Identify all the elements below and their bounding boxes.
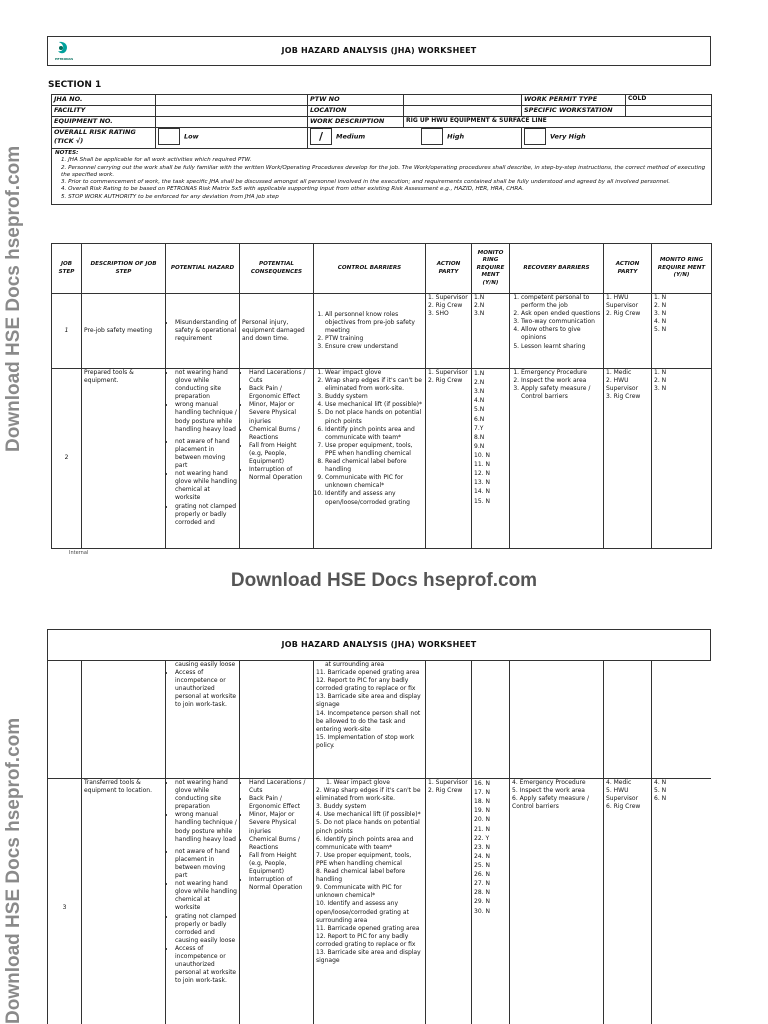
action-party-item: 3. SHO xyxy=(428,310,449,318)
note-item: 3. Prior to commencement of work, the task specific JHA shall be discussed amongst all personnel involved in the execution; and requirements contained shall be fully understood and agreed by all involved personnel. xyxy=(61,179,671,186)
control-item: 3. Buddy system xyxy=(325,393,423,401)
consequence-item: • Minor, Major or Severe Physical injuries xyxy=(249,401,311,425)
specific-workstation-label: SPECIFIC WORKSTATION xyxy=(522,106,626,117)
control-item: 1. All personnel know roles objectives from pre-job safety meeting xyxy=(325,311,423,335)
recovery-item: 2. Ask open ended questions xyxy=(521,310,601,318)
recovery-party-item: Supervisor xyxy=(606,385,639,393)
note-item: 4. Overall Risk Rating to be based on PETRONAS Risk Matrix 5x5 with applicable supporting input from other existing Risk Assessment e.g., HAZID, HER, HRA, CHRA. xyxy=(61,186,524,193)
recovery-monitoring-item: 6. N xyxy=(654,795,667,803)
hazard-item: • not wearing hand glove while conducting site preparation xyxy=(175,369,237,401)
control-item: 12. Report to PIC for any badly corroded grating to replace or fix xyxy=(316,677,416,693)
recovery-party-item: 2. Rig Crew xyxy=(606,310,641,318)
low-checkbox[interactable] xyxy=(158,128,180,145)
control-item: 8. Read chemical label before handling xyxy=(325,458,423,474)
high-label: High xyxy=(447,132,465,141)
monitoring-item: 1.N xyxy=(474,294,485,301)
watermark-side-1: Download HSE Docs hseprof.com xyxy=(3,145,24,452)
recovery-item: 1. competent personal to perform the job xyxy=(521,294,601,310)
consequence-item: • Back Pain / Ergonomic Effect xyxy=(249,795,311,811)
col-recovery-monitoring: MONITO RING REQUIRE MENT (Y/N) xyxy=(652,244,712,294)
consequence-item: • Fall from Height (e.g, People, Equipment) xyxy=(249,852,311,876)
consequence-item: • Hand Lacerations / Cuts xyxy=(249,779,311,795)
control-item: 3. Ensure crew understand xyxy=(325,343,423,351)
work-permit-type-label: WORK PERMIT TYPE xyxy=(522,95,626,106)
recovery-item: 5. Lesson learnt sharing xyxy=(521,343,601,351)
monitoring-item: 30. N xyxy=(474,907,490,915)
monitoring-item: 14. N xyxy=(474,488,490,496)
table-row xyxy=(48,661,712,779)
recovery-item: 5. Inspect the work area xyxy=(512,787,585,795)
control-item: 14. Incompetence person shall not be allowed to do the task and entering work-site xyxy=(316,709,421,733)
recovery-monitoring-item: 4. N xyxy=(654,318,667,326)
hazard-continued: causing easily loose xyxy=(175,661,236,668)
monitoring-item: 2.N xyxy=(474,302,485,310)
note-item: 1. JHA Shall be applicable for all work activities which required PTW. xyxy=(61,157,252,164)
hazard-item: • Access of incompetence or unauthorized personal at worksite to join work-task. xyxy=(175,945,237,985)
step-description: Transferred tools & equipment to location. xyxy=(82,779,166,1024)
monitoring-item: 1.N xyxy=(474,370,485,377)
monitoring-item: 28. N xyxy=(474,889,490,897)
jha-table-continued xyxy=(47,660,711,1024)
step-description: Pre-job safety meeting xyxy=(82,294,166,369)
monitoring-item: 10. N xyxy=(474,451,490,459)
action-party-item: 1. Supervisor xyxy=(428,294,468,301)
monitoring-item: 7.Y xyxy=(474,424,484,432)
col-recovery-barriers: RECOVERY BARRIERS xyxy=(510,244,604,294)
work-permit-type-value[interactable]: COLD xyxy=(626,95,712,106)
jha-table xyxy=(51,243,712,549)
facility-label: FACILITY xyxy=(52,106,156,117)
recovery-party-item: 6. Rig Crew xyxy=(606,803,641,811)
col-hazard: POTENTIAL HAZARD xyxy=(166,244,240,294)
monitoring-item: 24. N xyxy=(474,852,490,860)
info-table xyxy=(51,94,712,205)
control-item: 8. Read chemical label before handling xyxy=(316,868,406,884)
ptw-no-value[interactable] xyxy=(404,95,522,106)
monitoring-item: 29. N xyxy=(474,898,490,906)
recovery-monitoring-item: 2. N xyxy=(654,302,667,310)
monitoring-item: 16. N xyxy=(474,780,490,787)
control-item: 1. Wear impact glove xyxy=(325,369,423,377)
control-item: 3. Buddy system xyxy=(316,803,367,811)
consequence-item: • Chemical Burns / Reactions xyxy=(249,836,311,852)
hazard-item: • wrong manual handling technique / body posture while handling heavy load xyxy=(175,811,237,843)
recovery-item: 1. Emergency Procedure xyxy=(521,369,601,377)
consequence-item: • Chemical Burns / Reactions xyxy=(249,426,311,442)
recovery-party-item: 4. Medic xyxy=(606,779,632,786)
control-item: 4. Use mechanical lift (if possible)* xyxy=(316,811,421,819)
monitoring-item: 9.N xyxy=(474,442,485,450)
control-item: 5. Do not place hands on potential pinch points xyxy=(316,819,420,835)
recovery-party-item: 3. Rig Crew xyxy=(606,393,641,401)
document-header-2 xyxy=(47,629,711,661)
low-label: Low xyxy=(184,132,199,141)
monitoring-item: 8.N xyxy=(474,433,485,441)
medium-label: Medium xyxy=(336,132,366,141)
very-high-checkbox[interactable] xyxy=(524,128,546,145)
recovery-party-item: 2. HWU xyxy=(606,377,629,385)
hazard-item: • not wearing hand glove while handling chemical at worksite xyxy=(175,880,237,912)
recovery-monitoring-item: 5. N xyxy=(654,787,667,795)
recovery-item: 4. Allow others to give opinions xyxy=(521,326,601,342)
recovery-monitoring-item: 2. N xyxy=(654,377,667,385)
control-item: 5. Do not place hands on potential pinch points xyxy=(325,409,423,425)
step-number: 3 xyxy=(48,779,82,1024)
table-row xyxy=(52,369,712,549)
control-item: 2. Wrap sharp edges if it's can't be eliminated from work-site. xyxy=(325,377,423,393)
step-description: Prepared tools & equipment. xyxy=(82,369,166,549)
monitoring-item: 27. N xyxy=(474,880,490,888)
logo-text: PETRONAS xyxy=(55,57,74,61)
document-title-2: JOB HAZARD ANALYSIS (JHA) WORKSHEET xyxy=(281,640,477,649)
internal-label: Internal xyxy=(69,550,89,556)
specific-workstation-value[interactable] xyxy=(626,106,712,117)
control-item: 7. Use proper equipment, tools, PPE when handling chemical xyxy=(316,851,412,867)
monitoring-item: 26. N xyxy=(474,871,490,879)
monitoring-item: 23. N xyxy=(474,843,490,851)
recovery-item: 4. Emergency Procedure xyxy=(512,779,586,786)
hazard-item: • Access of incompetence or unauthorized personal at worksite to join work-task. xyxy=(175,669,237,709)
control-item: 6. Identify pinch points area and communicate with team* xyxy=(316,835,414,851)
recovery-monitoring-item: 5. N xyxy=(654,326,667,334)
consequence-item: • Interruption of Normal Operation xyxy=(249,876,311,892)
col-job-step: JOB STEP xyxy=(52,244,82,294)
hazard-item: • not wearing hand glove while conducting site preparation xyxy=(175,779,237,811)
medium-tick: / xyxy=(318,130,324,143)
control-item: 9. Communicate with PIC for unknown chemical* xyxy=(325,474,423,490)
consequence-item: • Fall from Height (e.g, People, Equipment) xyxy=(249,442,311,466)
recovery-monitoring-item: 1. N xyxy=(654,369,667,376)
equipment-no-label: EQUIPMENT NO. xyxy=(52,117,156,128)
step-number: 2 xyxy=(52,369,82,549)
monitoring-item: 3.N xyxy=(474,310,485,318)
control-item: 11. Barricade opened grating area xyxy=(316,669,420,677)
work-description-value[interactable]: RIG UP HWU EQUIPMENT & SURFACE LINE xyxy=(404,117,712,128)
control-item: 6. Identify pinch points area and communicate with team* xyxy=(325,426,423,442)
document-header xyxy=(47,36,711,66)
recovery-monitoring-item: 3. N xyxy=(654,385,667,393)
recovery-party-item: 5. HWU xyxy=(606,787,629,795)
col-action-party: ACTION PARTY xyxy=(426,244,472,294)
watermark-side-2: Download HSE Docs hseprof.com xyxy=(3,717,24,1024)
control-item: 11. Barricade opened grating area xyxy=(316,924,420,932)
col-consequences: POTENTIAL CONSEQUENCES xyxy=(240,244,314,294)
action-party-item: 2. Rig Crew xyxy=(428,377,463,385)
monitoring-item: 6.N xyxy=(474,415,485,423)
monitoring-item: 3.N xyxy=(474,388,485,396)
risk-rating-label: OVERALL RISK RATING (TICK √) xyxy=(52,128,156,149)
consequence-item: • Hand Lacerations / Cuts xyxy=(249,369,311,385)
section-title: SECTION 1 xyxy=(48,80,102,90)
work-description-label: WORK DESCRIPTION xyxy=(308,117,404,128)
consequence-text: Personal injury, equipment damaged and down time. xyxy=(240,294,314,369)
recovery-monitoring-item: 1. N xyxy=(654,294,667,301)
hazard-item: • not wearing hand glove while handling chemical at worksite xyxy=(175,470,237,502)
control-item: 13. Barricade site area and display signage xyxy=(316,948,421,965)
monitoring-item: 18. N xyxy=(474,798,490,806)
monitoring-item: 5.N xyxy=(474,406,485,414)
hazard-item: • wrong manual handling technique / body posture while handling heavy load xyxy=(175,401,237,433)
monitoring-item: 25. N xyxy=(474,861,490,869)
control-item: 12. Report to PIC for any badly corroded grating to replace or fix xyxy=(316,932,416,948)
action-party-item: 1. Supervisor xyxy=(428,779,468,786)
recovery-party-item: 1. Medic xyxy=(606,369,632,376)
monitoring-item: 13. N xyxy=(474,479,490,487)
hazard-item: • not aware of hand placement in between moving part xyxy=(175,438,237,470)
table-row xyxy=(52,294,712,369)
recovery-party-item: Supervisor xyxy=(606,302,639,310)
monitoring-item: 2.N xyxy=(474,379,485,387)
monitoring-item: 19. N xyxy=(474,807,490,815)
jha-no-label: JHA NO. xyxy=(52,95,156,106)
medium-checkbox[interactable] xyxy=(310,128,332,145)
hazard-item: • grating not clamped properly or badly corroded and causing easily loose xyxy=(175,913,237,945)
monitoring-item: 20. N xyxy=(474,816,490,824)
monitoring-item: 12. N xyxy=(474,470,490,478)
page-1 xyxy=(47,36,711,556)
action-party-item: 2. Rig Crew xyxy=(428,302,463,310)
recovery-monitoring-item: 3. N xyxy=(654,310,667,318)
very-high-label: Very High xyxy=(550,132,586,141)
recovery-party-item: 1. HWU xyxy=(606,294,629,301)
consequence-item: • Back Pain / Ergonomic Effect xyxy=(249,385,311,401)
equipment-no-value[interactable] xyxy=(156,117,308,128)
control-item: 10. Identify and assess any open/loose/corroded grating xyxy=(325,490,423,506)
control-item: 2. Wrap sharp edges if it's can't be eliminated from work-site. xyxy=(316,787,421,803)
watermark-center: Download HSE Docs hseprof.com xyxy=(230,570,538,591)
notes-title: NOTES: xyxy=(55,150,79,156)
col-control-barriers: CONTROL BARRIERS xyxy=(314,244,426,294)
monitoring-item: 11. N xyxy=(474,461,490,469)
table-row xyxy=(48,779,712,1024)
notes-block xyxy=(52,149,712,205)
step-number: 1 xyxy=(52,294,82,369)
monitoring-item: 21. N xyxy=(474,825,490,833)
control-item: 15. Implementation of stop work policy. xyxy=(316,733,415,749)
consequence-item: • Minor, Major or Severe Physical injuries xyxy=(249,811,311,835)
notes-list xyxy=(55,157,708,201)
control-item: 10. Identify and assess any open/loose/corroded grating at surrounding area xyxy=(316,900,409,924)
jha-no-value[interactable] xyxy=(156,95,308,106)
hazard-item: • grating not clamped properly or badly corroded and xyxy=(175,503,237,527)
recovery-item: 6. Apply safety measure / Control barriers xyxy=(512,795,589,811)
col-recovery-action-party: ACTION PARTY xyxy=(604,244,652,294)
recovery-monitoring-item: 4. N xyxy=(654,779,667,786)
monitoring-item: 17. N xyxy=(474,789,490,797)
recovery-item: 3. Two-way communication xyxy=(521,318,601,326)
ptw-no-label: PTW NO xyxy=(308,95,404,106)
control-item: 2. PTW training xyxy=(325,335,423,343)
consequence-item: • Interruption of Normal Operation xyxy=(249,466,311,482)
control-item: 13. Barricade site area and display signage xyxy=(316,693,421,709)
recovery-item: 2. Inspect the work area xyxy=(521,377,601,385)
monitoring-item: 4.N xyxy=(474,397,485,405)
note-item: 2. Personnel carrying out the work shall be fully familiar with the written Work/Operating Procedures develop for the job. The Work/operating procedures shall describe, in step-by-step instructions, the correct method of executing the specified work. xyxy=(61,164,706,178)
col-description: DESCRIPTION OF JOB STEP xyxy=(82,244,166,294)
control-item: 9. Communicate with PIC for unknown chemical* xyxy=(316,884,402,900)
monitoring-item: 22. Y xyxy=(474,834,490,842)
action-party-item: 2. Rig Crew xyxy=(428,787,463,795)
location-label: LOCATION xyxy=(308,106,404,117)
col-monitoring: MONITO RING REQUIRE MENT (Y/N) xyxy=(472,244,510,294)
control-continued: at surrounding area xyxy=(325,661,385,668)
recovery-party-item: Supervisor xyxy=(606,795,639,803)
control-item: 1. Wear impact glove xyxy=(326,779,390,786)
monitoring-item: 15. N xyxy=(474,497,490,505)
location-value[interactable] xyxy=(404,106,522,117)
action-party-item: 1. Supervisor xyxy=(428,369,468,376)
document-title: JOB HAZARD ANALYSIS (JHA) WORKSHEET xyxy=(281,46,477,55)
recovery-item: 3. Apply safety measure / Control barriers xyxy=(521,385,601,401)
control-item: 7. Use proper equipment, tools, PPE when handling chemical xyxy=(325,442,423,458)
high-checkbox[interactable] xyxy=(421,128,443,145)
hazard-item: • Misunderstanding of safety & operational requirement xyxy=(175,319,237,343)
control-item: 4. Use mechanical lift (if possible)* xyxy=(325,401,423,409)
page-2 xyxy=(47,629,711,1024)
hazard-item: • not aware of hand placement in between moving part xyxy=(175,848,237,880)
facility-value[interactable] xyxy=(156,106,308,117)
note-item: 5. STOP WORK AUTHORITY to be enforced for any deviation from JHA job step xyxy=(61,193,279,200)
